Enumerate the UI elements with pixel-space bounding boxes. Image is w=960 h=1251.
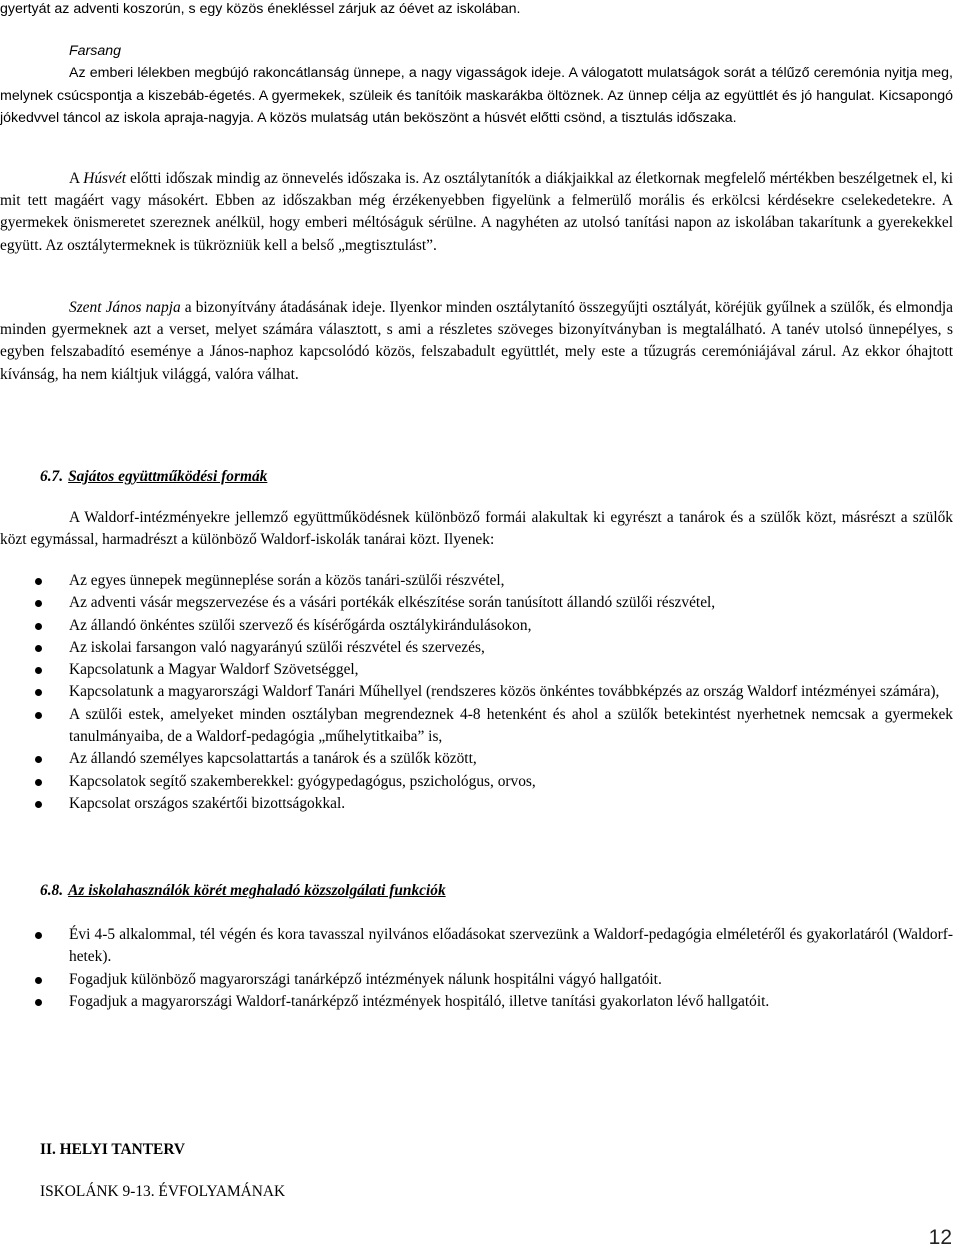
list-item-text: Évi 4-5 alkalommal, tél végén és kora tavasszal nyilvános előadásokat szervezünk a Waldorf-pedagógia elméletéről és gyakorlatáról (Waldorf-hetek).: [69, 926, 953, 966]
section-6-7-number: 6.7.: [40, 468, 64, 485]
list-item-text: Az állandó személyes kapcsolattartás a tanárok és a szülők között,: [69, 750, 477, 768]
bullet-icon: [35, 667, 42, 674]
local-curriculum-title: II. HELYI TANTERV: [40, 1141, 186, 1158]
list-item: [0, 637, 953, 659]
bullet-icon: [35, 623, 42, 630]
bullet-icon: [35, 712, 42, 719]
list-item: [0, 659, 953, 681]
list-item: [0, 748, 953, 770]
bullet-icon: [35, 977, 42, 984]
list-item: [0, 969, 953, 991]
list-item-text: Az adventi vásár megszervezése és a vásári portékák elkészítése során tanúsított állandó szülői részvétel,: [69, 594, 716, 612]
list-item-text: Kapcsolatunk a Magyar Waldorf Szövetséggel,: [69, 661, 359, 679]
local-curriculum-subtitle: ISKOLÁNK 9-13. ÉVFOLYAMÁNAK: [40, 1183, 286, 1200]
bullet-icon: [35, 645, 42, 652]
bullet-icon: [35, 578, 42, 585]
husvet-paragraph: A Húsvét előtti időszak mindig az önnevelés időszaka is. Az osztálytanítók a diákjaikkal az életkornak megfelelő mértékben beszélgetnek el, ki mit tett magáért vagy másokért. Ebben az időszakban még érzékenyebben figyelünk a felmerülő morális és erkölcsi kérdésekre cselekedetekre. A gyermekek önismeretet szereznek anélkül, hogy emberi méltóságuk sérülne. A nagyhéten az utolsó tanítási napon az iskolában takarítunk a gyerekekkel együtt. Az osztálytermeknek is tükrözniük kell a belső „megtisztulást”.: [0, 170, 953, 254]
szent-janos-paragraph: Szent János napja a bizonyítvány átadásának ideje. Ilyenkor minden osztálytanító összegyűjti osztályát, köréjük gyűlnek a szülők, és elmondja minden gyermeknek azt a verset, melyet számára választott, s ami a részletes szöveges bizonyítványban is megtalálható. A tanév utolsó ünnepélyes, s egyben felszabadító eseménye a János-naphoz kapcsolódó közös, felszabadult együttlét, mely este a tűzugrás ceremóniájával zárul. Az ekkor óhajtott kívánság, ha nem kiáltjuk világgá, valóra válhat.: [0, 299, 953, 383]
section-6-8-list: [0, 924, 953, 1013]
list-item-text: Fogadjuk különböző magyarországi tanárképző intézmények nálunk hospitálni vágyó hallgatóit.: [69, 970, 662, 988]
list-item-text: Kapcsolatok segítő szakemberekkel: gyógypedagógus, pszichológus, orvos,: [69, 772, 536, 790]
list-item-text: Kapcsolatunk a magyarországi Waldorf Tanári Műhellyel (rendszeres közös önkéntes továbbképzés az ország Waldorf intézményei számára),: [69, 683, 940, 701]
farsang-paragraph: Az emberi lélekben megbújó rakoncátlanság ünnepe, a nagy vigasságok ideje. A válogatott mulatságok sorát a télűző ceremónia nyitja meg, melynek csúcspontja a kiszebáb-égetés. A gyermekek, szüleik és tanítóik maskarákba öltöznek. Az ünnep célja az együttlét és jó hangulat. Kicsapongó jókedvvel táncol az iskola apraja-nagyja. A közös mulatság után beköszönt a húsvét előtti csönd, a tisztulás időszaka.: [0, 65, 953, 126]
section-6-7-list: [0, 570, 953, 815]
bullet-icon: [35, 779, 42, 786]
farsang-title: Farsang: [69, 43, 122, 59]
list-item-text: A szülői estek, amelyeket minden osztályban megrendeznek 4-8 hetenként és ahol a szülők betekintést nyerhetnek nemcsak a gyermekek tanulmányaiba, de a Waldorf-pedagógia „műhelytitkaiba” is,: [69, 705, 953, 746]
bullet-icon: [35, 756, 42, 763]
list-item-text: Az iskolai farsangon való nagyarányú szülői részvétel és szervezés,: [69, 638, 485, 656]
section-6-8-number: 6.8.: [40, 882, 64, 899]
list-item: [0, 592, 953, 614]
list-item: [0, 771, 953, 793]
list-item-text: Az egyes ünnepek megünneplése során a közös tanári-szülői részvétel,: [69, 572, 505, 589]
section-6-8-heading: [40, 880, 446, 902]
list-item: [0, 704, 953, 749]
bullet-icon: [35, 689, 42, 696]
list-item-text: Az állandó önkéntes szülői szervező és kísérőgárda osztálykirándulásokon,: [69, 616, 532, 634]
bullet-icon: [35, 999, 42, 1006]
list-item: [0, 991, 953, 1013]
list-item: [0, 924, 953, 969]
list-item: [0, 570, 953, 592]
section-6-7-heading: [40, 466, 267, 488]
farsang-block: [0, 40, 953, 129]
bullet-icon: [35, 932, 42, 939]
husvet-term: Húsvét: [83, 170, 126, 187]
list-item: [0, 793, 953, 815]
section-6-7-title: Sajátos együttműködési formák: [68, 468, 268, 485]
list-item-text: Kapcsolat országos szakértői bizottságokkal.: [69, 794, 346, 812]
list-item: [0, 681, 953, 703]
bullet-icon: [35, 600, 42, 607]
intro-line: gyertyát az adventi koszorún, s egy közös énekléssel zárjuk az óévet az iskolában.: [0, 1, 521, 17]
list-item-text: Fogadjuk a magyarországi Waldorf-tanárképző intézmények hospitáló, illetve tanítási gyakorlaton lévő hallgatóit.: [69, 992, 770, 1010]
section-6-8-title: Az iskolahasználók körét meghaladó közszolgálati funkciók: [68, 882, 446, 899]
section-6-7-intro: A Waldorf-intézményekre jellemző együttműködésnek különböző formái alakultak ki egyrészt a tanárok és a szülők közt, másrészt a szülők közt egymással, harmadrészt a különböző Waldorf-iskolák tanárai közt. Ilyenek:: [0, 509, 953, 549]
page-number: 12: [928, 1226, 952, 1249]
szent-janos-term: Szent János napja: [69, 299, 181, 316]
bullet-icon: [35, 801, 42, 808]
list-item: [0, 615, 953, 637]
